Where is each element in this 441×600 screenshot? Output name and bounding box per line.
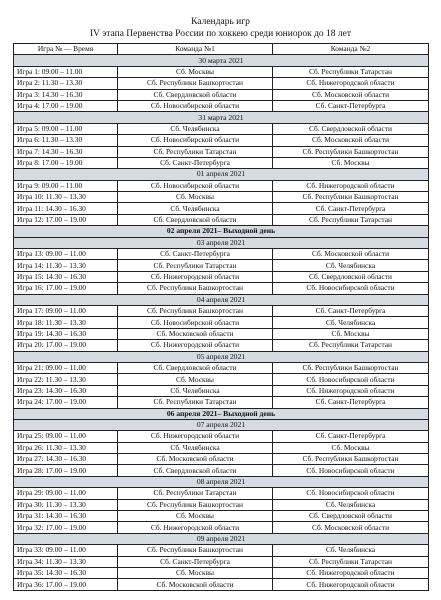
- team2-cell: Сб. Челябинска: [273, 317, 429, 328]
- team2-cell: Сб. Новосибирской области: [273, 488, 429, 499]
- table-row: [14, 556, 429, 567]
- game-time-cell: Игра 9: 09.00 – 11.00: [14, 180, 118, 191]
- table-row: [14, 454, 429, 465]
- date-label: 31 марта 2021: [14, 112, 429, 123]
- team2-cell: Сб. Московской области: [273, 89, 429, 100]
- column-header-team1: Команда №1: [118, 44, 273, 55]
- team1-cell: Сб. Челябинска: [118, 203, 273, 214]
- table-row: [14, 214, 429, 225]
- team1-cell: Сб. Новосибирской области: [118, 135, 273, 146]
- team1-cell: Сб. Московской области: [118, 579, 273, 590]
- table-row: [14, 89, 429, 100]
- team1-cell: Сб. Челябинска: [118, 385, 273, 396]
- table-row: [14, 283, 429, 294]
- document-header: [0, 16, 441, 40]
- game-time-cell: Игра 34: 11.30 – 13.30: [14, 556, 118, 567]
- date-row: [14, 237, 429, 248]
- team2-cell: Сб. Нижегородской области: [273, 385, 429, 396]
- document-title: Календарь игр: [191, 17, 250, 27]
- game-time-cell: Игра 5: 09.00 – 11.00: [14, 123, 118, 134]
- team2-cell: Сб. Нижегородской области: [273, 567, 429, 578]
- table-row: [14, 545, 429, 556]
- team1-cell: Сб. Республики Башкортостан: [118, 283, 273, 294]
- team1-cell: Сб. Свердловской области: [118, 465, 273, 476]
- date-row: [14, 351, 429, 362]
- team1-cell: Сб. Москвы: [118, 511, 273, 522]
- team2-cell: Сб. Санкт-Петербурга: [273, 305, 429, 316]
- team2-cell: Сб. Московской области: [273, 135, 429, 146]
- rest-day-row: [14, 226, 429, 237]
- game-time-cell: Игра 23: 14.30 – 16.30: [14, 385, 118, 396]
- team1-cell: Сб. Челябинска: [118, 123, 273, 134]
- date-label: 05 апреля 2021: [14, 351, 429, 362]
- team2-cell: Сб. Республики Башкортостан: [273, 192, 429, 203]
- team1-cell: Сб. Москвы: [118, 66, 273, 77]
- table-row: [14, 192, 429, 203]
- game-time-cell: Игра 18: 11.30 – 13.30: [14, 317, 118, 328]
- team2-cell: Сб. Санкт-Петербурга: [273, 100, 429, 111]
- team1-cell: Сб. Московской области: [118, 328, 273, 339]
- game-time-cell: Игра 17: 09.00 – 11.00: [14, 305, 118, 316]
- date-label: 09 апреля 2021: [14, 533, 429, 544]
- team2-cell: Сб. Республики Татарстан: [273, 340, 429, 351]
- team1-cell: Сб. Нижегородской области: [118, 340, 273, 351]
- game-time-cell: Игра 22: 11.30 – 13.30: [14, 374, 118, 385]
- table-row: [14, 374, 429, 385]
- game-time-cell: Игра 15: 14.30 – 16.30: [14, 271, 118, 282]
- date-label: 02 апреля 2021– Выходной день: [14, 226, 429, 237]
- game-time-cell: Игра 10: 11.30 – 13.30: [14, 192, 118, 203]
- date-row: [14, 169, 429, 180]
- game-time-cell: Игра 4: 17.00 – 19.00: [14, 100, 118, 111]
- team2-cell: Сб. Республики Башкортостан: [273, 362, 429, 373]
- team1-cell: Сб. Республики Башкортостан: [118, 305, 273, 316]
- table-row: [14, 203, 429, 214]
- team2-cell: Сб. Республики Башкортостан: [273, 454, 429, 465]
- team1-cell: Сб. Новосибирской области: [118, 100, 273, 111]
- column-header-game: Игра № — Время: [14, 44, 118, 55]
- table-row: [14, 100, 429, 111]
- team1-cell: Сб. Новосибирской области: [118, 180, 273, 191]
- game-time-cell: Игра 21: 09.00 – 11.00: [14, 362, 118, 373]
- table-row: [14, 340, 429, 351]
- team2-cell: Сб. Московской области: [273, 522, 429, 533]
- team2-cell: Сб. Нижегородской области: [273, 180, 429, 191]
- team2-cell: Сб. Санкт-Петербурга: [273, 203, 429, 214]
- schedule-body: [14, 55, 429, 590]
- date-label: 01 апреля 2021: [14, 169, 429, 180]
- table-row: [14, 180, 429, 191]
- team2-cell: Сб. Челябинска: [273, 499, 429, 510]
- team1-cell: Сб. Санкт-Петербурга: [118, 556, 273, 567]
- table-row: [14, 157, 429, 168]
- team1-cell: Сб. Республики Татарстан: [118, 260, 273, 271]
- team2-cell: Сб. Нижегородской области: [273, 78, 429, 89]
- table-row: [14, 271, 429, 282]
- table-row: [14, 397, 429, 408]
- team1-cell: Сб. Нижегородской области: [118, 431, 273, 442]
- table-row: [14, 522, 429, 533]
- game-time-cell: Игра 12: 17.00 – 19.00: [14, 214, 118, 225]
- team1-cell: Сб. Московской области: [118, 454, 273, 465]
- game-time-cell: Игра 26: 11.30 – 13.30: [14, 442, 118, 453]
- game-time-cell: Игра 3: 14.30 – 16.30: [14, 89, 118, 100]
- team2-cell: Сб. Республики Татарстан: [273, 556, 429, 567]
- team2-cell: Сб. Москвы: [273, 157, 429, 168]
- table-row: [14, 78, 429, 89]
- game-time-cell: Игра 16: 17.00 – 19.00: [14, 283, 118, 294]
- table-row: [14, 465, 429, 476]
- date-label: 30 марта 2021: [14, 55, 429, 66]
- game-time-cell: Игра 8: 17.00 – 19.00: [14, 157, 118, 168]
- table-row: [14, 135, 429, 146]
- game-time-cell: Игра 19: 14.30 – 16.30: [14, 328, 118, 339]
- team2-cell: Сб. Челябинска: [273, 545, 429, 556]
- game-time-cell: Игра 36: 17.00 – 19.00: [14, 579, 118, 590]
- team2-cell: Сб. Московской области: [273, 249, 429, 260]
- game-time-cell: Игра 25: 09.00 – 11.00: [14, 431, 118, 442]
- table-row: [14, 146, 429, 157]
- table-row: [14, 511, 429, 522]
- game-time-cell: Игра 30: 11.30 – 13.30: [14, 499, 118, 510]
- date-row: [14, 294, 429, 305]
- game-time-cell: Игра 35: 14.30 – 16.30: [14, 567, 118, 578]
- game-time-cell: Игра 2: 11.30 – 13.30: [14, 78, 118, 89]
- date-label: 06 апреля 2021– Выходной день: [14, 408, 429, 419]
- team2-cell: Сб. Санкт-Петербурга: [273, 397, 429, 408]
- game-time-cell: Игра 11: 14.30 – 16.30: [14, 203, 118, 214]
- game-time-cell: Игра 7: 14.30 – 16.30: [14, 146, 118, 157]
- table-row: [14, 431, 429, 442]
- date-label: 03 апреля 2021: [14, 237, 429, 248]
- table-row: [14, 567, 429, 578]
- date-label: 08 апреля 2021: [14, 476, 429, 487]
- rest-day-row: [14, 408, 429, 419]
- table-header-row: [14, 44, 429, 55]
- table-row: [14, 328, 429, 339]
- team2-cell: Сб. Республики Татарстан: [273, 66, 429, 77]
- team2-cell: Сб. Москвы: [273, 328, 429, 339]
- table-row: [14, 499, 429, 510]
- column-header-team2: Команда №2: [273, 44, 429, 55]
- team1-cell: Сб. Санкт-Петербурга: [118, 157, 273, 168]
- date-row: [14, 55, 429, 66]
- team1-cell: Сб. Республики Башкортостан: [118, 545, 273, 556]
- team1-cell: Сб. Москвы: [118, 192, 273, 203]
- team2-cell: Сб. Новосибирской области: [273, 465, 429, 476]
- team1-cell: Сб. Москвы: [118, 374, 273, 385]
- table-row: [14, 305, 429, 316]
- team2-cell: Сб. Санкт-Петербурга: [273, 431, 429, 442]
- table-row: [14, 579, 429, 590]
- team2-cell: Сб. Новосибирской области: [273, 374, 429, 385]
- game-time-cell: Игра 27: 14.30 – 16.30: [14, 454, 118, 465]
- team1-cell: Сб. Республики Татарстан: [118, 146, 273, 157]
- team1-cell: Сб. Нижегородской области: [118, 522, 273, 533]
- table-row: [14, 317, 429, 328]
- team1-cell: Сб. Нижегородской области: [118, 271, 273, 282]
- team2-cell: Сб. Свердловской области: [273, 511, 429, 522]
- game-time-cell: Игра 32: 17.00 – 19.00: [14, 522, 118, 533]
- team1-cell: Сб. Санкт-Петербурга: [118, 249, 273, 260]
- game-time-cell: Игра 24: 17.00 – 19.00: [14, 397, 118, 408]
- game-time-cell: Игра 1: 09.00 – 11.00: [14, 66, 118, 77]
- team2-cell: Сб. Москвы: [273, 442, 429, 453]
- date-label: 07 апреля 2021: [14, 419, 429, 430]
- date-row: [14, 533, 429, 544]
- team1-cell: Сб. Республики Башкортостан: [118, 78, 273, 89]
- game-time-cell: Игра 14: 11.30 – 13.30: [14, 260, 118, 271]
- table-row: [14, 385, 429, 396]
- date-label: 04 апреля 2021: [14, 294, 429, 305]
- team2-cell: Сб. Челябинска: [273, 260, 429, 271]
- table-row: [14, 442, 429, 453]
- team1-cell: Сб. Республики Башкортостан: [118, 499, 273, 510]
- team1-cell: Сб. Республики Татарстан: [118, 397, 273, 408]
- game-time-cell: Игра 28: 17.00 – 19.00: [14, 465, 118, 476]
- date-row: [14, 476, 429, 487]
- team2-cell: Сб. Свердловской области: [273, 123, 429, 134]
- table-row: [14, 488, 429, 499]
- team1-cell: Сб. Свердловской области: [118, 362, 273, 373]
- team2-cell: Сб. Новосибирской области: [273, 283, 429, 294]
- document-subtitle: IV этапа Первенства России по хоккею среди юниорок до 18 лет: [89, 29, 352, 39]
- team1-cell: Сб. Республики Татарстан: [118, 488, 273, 499]
- team2-cell: Сб. Нижегородской области: [273, 579, 429, 590]
- game-time-cell: Игра 33: 09.00 – 11.00: [14, 545, 118, 556]
- date-row: [14, 419, 429, 430]
- team1-cell: Сб. Новосибирской области: [118, 317, 273, 328]
- game-time-cell: Игра 20: 17.00 – 19.00: [14, 340, 118, 351]
- team2-cell: Сб. Свердловской области: [273, 271, 429, 282]
- schedule-table: [13, 43, 429, 591]
- table-row: [14, 362, 429, 373]
- team1-cell: Сб. Челябинска: [118, 442, 273, 453]
- game-time-cell: Игра 6: 11.30 – 13.30: [14, 135, 118, 146]
- team2-cell: Сб. Республики Татарстан: [273, 214, 429, 225]
- table-row: [14, 249, 429, 260]
- team1-cell: Сб. Свердловской области: [118, 89, 273, 100]
- table-row: [14, 66, 429, 77]
- team1-cell: Сб. Москвы: [118, 567, 273, 578]
- game-time-cell: Игра 31: 14.30 – 16.30: [14, 511, 118, 522]
- game-time-cell: Игра 29: 09.00 – 11.00: [14, 488, 118, 499]
- table-row: [14, 123, 429, 134]
- game-time-cell: Игра 13: 09.00 – 11.00: [14, 249, 118, 260]
- date-row: [14, 112, 429, 123]
- table-row: [14, 260, 429, 271]
- team1-cell: Сб. Свердловской области: [118, 214, 273, 225]
- team2-cell: Сб. Республики Башкортостан: [273, 146, 429, 157]
